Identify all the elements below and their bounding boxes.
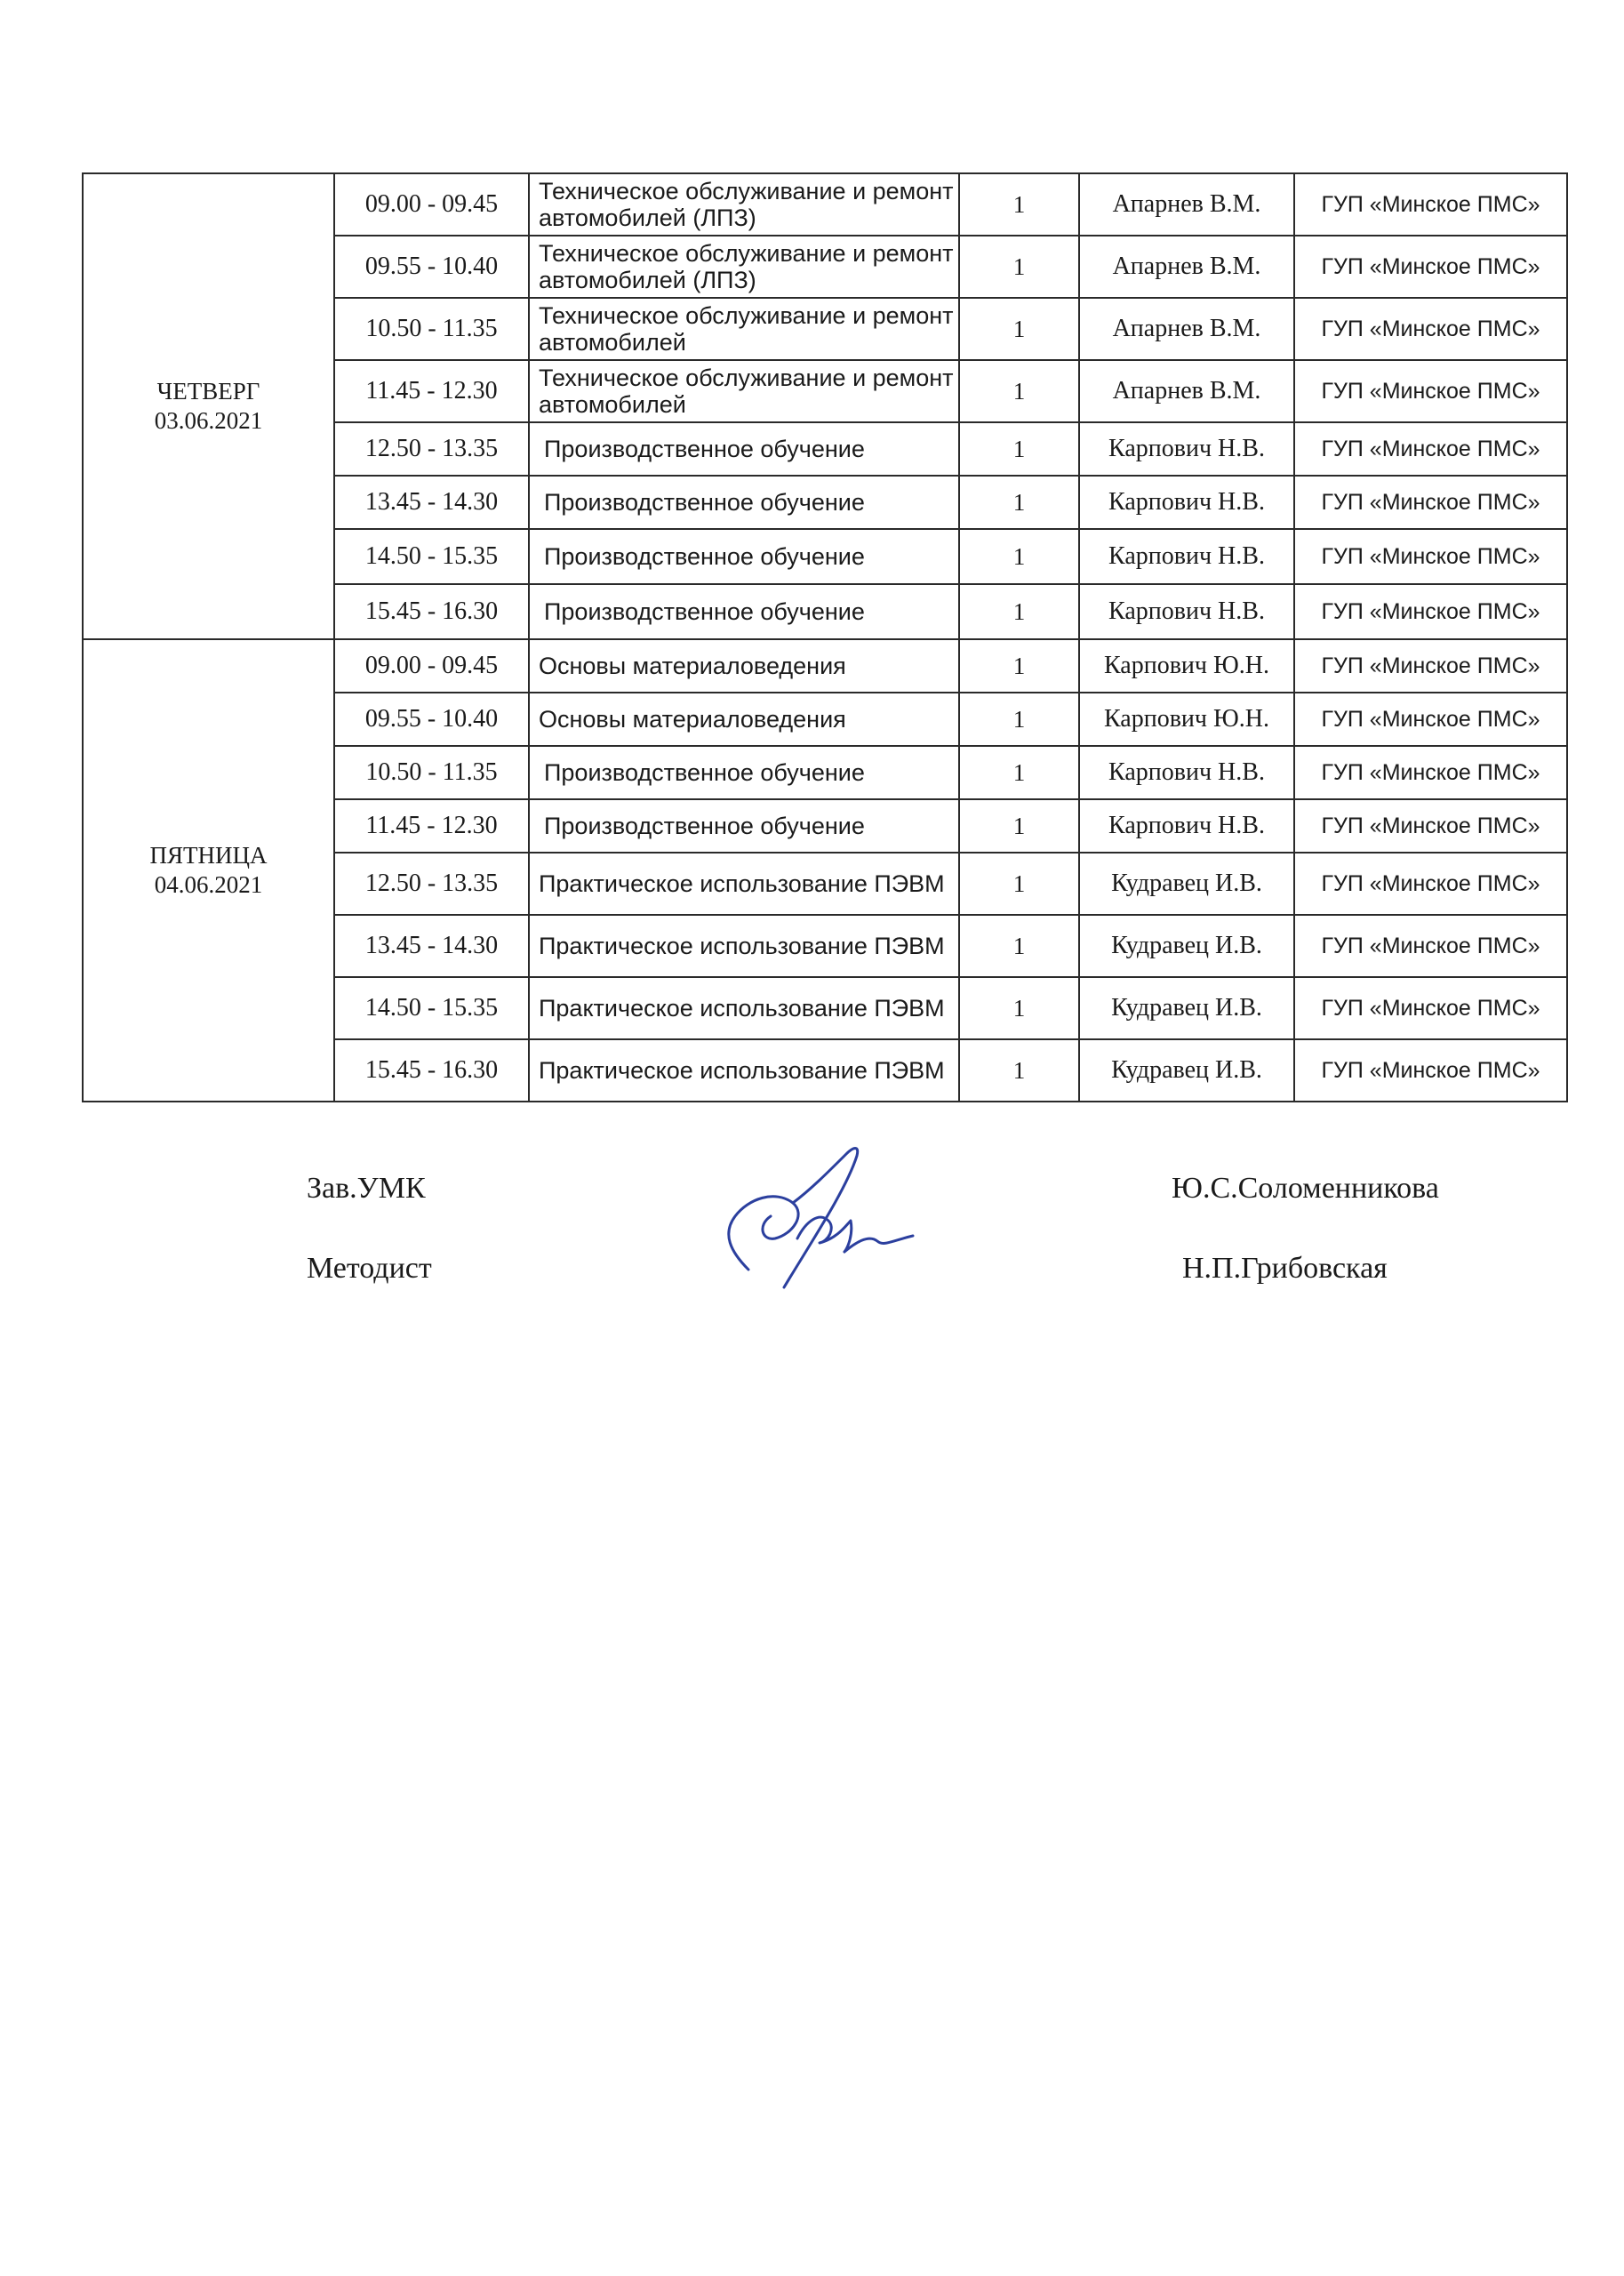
place-cell: ГУП «Минское ПМС»: [1294, 298, 1567, 360]
place-cell: ГУП «Минское ПМС»: [1294, 746, 1567, 799]
time-cell: 13.45 - 14.30: [334, 476, 529, 529]
subject-cell: Основы материаловедения: [529, 693, 959, 746]
day-name: ПЯТНИЦА: [149, 842, 268, 869]
teacher-cell: Карпович Ю.Н.: [1079, 693, 1294, 746]
teacher-cell: Карпович Н.В.: [1079, 584, 1294, 639]
time-cell: 12.50 - 13.35: [334, 422, 529, 476]
time-cell: 10.50 - 11.35: [334, 298, 529, 360]
teacher-cell: Карпович Н.В.: [1079, 746, 1294, 799]
time-cell: 11.45 - 12.30: [334, 799, 529, 853]
time-cell: 14.50 - 15.35: [334, 529, 529, 584]
hours-cell: 1: [959, 584, 1079, 639]
teacher-cell: Карпович Н.В.: [1079, 422, 1294, 476]
day-date: 04.06.2021: [154, 871, 263, 898]
table-row: [83, 639, 1567, 693]
hours-cell: 1: [959, 693, 1079, 746]
subject-cell: Практическое использование ПЭВМ: [529, 1039, 959, 1102]
place-cell: ГУП «Минское ПМС»: [1294, 360, 1567, 422]
hours-cell: 1: [959, 476, 1079, 529]
time-cell: 14.50 - 15.35: [334, 977, 529, 1039]
handwritten-signature: [695, 1136, 926, 1305]
hours-cell: 1: [959, 977, 1079, 1039]
subject-cell: Техническое обслуживание и ремонт автомобилей (ЛПЗ): [529, 173, 959, 236]
day-date: 03.06.2021: [154, 407, 263, 434]
head-title: Зав.УМК: [307, 1172, 426, 1205]
hours-cell: 1: [959, 422, 1079, 476]
hours-cell: 1: [959, 173, 1079, 236]
time-cell: 12.50 - 13.35: [334, 853, 529, 915]
hours-cell: 1: [959, 799, 1079, 853]
teacher-cell: Кудравец И.В.: [1079, 853, 1294, 915]
teacher-cell: Кудравец И.В.: [1079, 977, 1294, 1039]
subject-cell: Основы материаловедения: [529, 639, 959, 693]
hours-cell: 1: [959, 915, 1079, 977]
subject-cell: Практическое использование ПЭВМ: [529, 853, 959, 915]
teacher-cell: Апарнев В.М.: [1079, 173, 1294, 236]
place-cell: ГУП «Минское ПМС»: [1294, 422, 1567, 476]
schedule-body: [83, 173, 1567, 1102]
day-cell: [83, 173, 334, 639]
time-cell: 13.45 - 14.30: [334, 915, 529, 977]
hours-cell: 1: [959, 853, 1079, 915]
methodist-name: Н.П.Грибовская: [1182, 1252, 1388, 1285]
time-cell: 15.45 - 16.30: [334, 1039, 529, 1102]
teacher-cell: Карпович Н.В.: [1079, 529, 1294, 584]
place-cell: ГУП «Минское ПМС»: [1294, 693, 1567, 746]
hours-cell: 1: [959, 529, 1079, 584]
teacher-cell: Карпович Н.В.: [1079, 476, 1294, 529]
head-name: Ю.С.Соломенникова: [1172, 1172, 1439, 1205]
place-cell: ГУП «Минское ПМС»: [1294, 173, 1567, 236]
hours-cell: 1: [959, 360, 1079, 422]
time-cell: 09.00 - 09.45: [334, 639, 529, 693]
subject-cell: Производственное обучение: [529, 476, 959, 529]
table-row: [83, 173, 1567, 236]
teacher-cell: Апарнев В.М.: [1079, 298, 1294, 360]
teacher-cell: Карпович Н.В.: [1079, 799, 1294, 853]
subject-cell: Производственное обучение: [529, 529, 959, 584]
time-cell: 09.55 - 10.40: [334, 236, 529, 298]
teacher-cell: Апарнев В.М.: [1079, 360, 1294, 422]
hours-cell: 1: [959, 298, 1079, 360]
place-cell: ГУП «Минское ПМС»: [1294, 915, 1567, 977]
subject-cell: Производственное обучение: [529, 422, 959, 476]
schedule-table: [82, 172, 1568, 1102]
place-cell: ГУП «Минское ПМС»: [1294, 977, 1567, 1039]
place-cell: ГУП «Минское ПМС»: [1294, 236, 1567, 298]
hours-cell: 1: [959, 746, 1079, 799]
time-cell: 15.45 - 16.30: [334, 584, 529, 639]
hours-cell: 1: [959, 639, 1079, 693]
teacher-cell: Кудравец И.В.: [1079, 1039, 1294, 1102]
place-cell: ГУП «Минское ПМС»: [1294, 476, 1567, 529]
teacher-cell: Карпович Ю.Н.: [1079, 639, 1294, 693]
place-cell: ГУП «Минское ПМС»: [1294, 853, 1567, 915]
day-cell: [83, 639, 334, 1102]
subject-cell: Техническое обслуживание и ремонт автомобилей: [529, 298, 959, 360]
subject-cell: Техническое обслуживание и ремонт автомобилей: [529, 360, 959, 422]
subject-cell: Практическое использование ПЭВМ: [529, 915, 959, 977]
time-cell: 09.55 - 10.40: [334, 693, 529, 746]
subject-cell: Практическое использование ПЭВМ: [529, 977, 959, 1039]
time-cell: 10.50 - 11.35: [334, 746, 529, 799]
teacher-cell: Апарнев В.М.: [1079, 236, 1294, 298]
methodist-title: Методист: [307, 1252, 432, 1285]
hours-cell: 1: [959, 236, 1079, 298]
subject-cell: Производственное обучение: [529, 746, 959, 799]
teacher-cell: Кудравец И.В.: [1079, 915, 1294, 977]
subject-cell: Производственное обучение: [529, 799, 959, 853]
subject-cell: Техническое обслуживание и ремонт автомобилей (ЛПЗ): [529, 236, 959, 298]
hours-cell: 1: [959, 1039, 1079, 1102]
time-cell: 09.00 - 09.45: [334, 173, 529, 236]
place-cell: ГУП «Минское ПМС»: [1294, 639, 1567, 693]
subject-cell: Производственное обучение: [529, 584, 959, 639]
day-name: ЧЕТВЕРГ: [156, 378, 260, 405]
place-cell: ГУП «Минское ПМС»: [1294, 529, 1567, 584]
place-cell: ГУП «Минское ПМС»: [1294, 799, 1567, 853]
place-cell: ГУП «Минское ПМС»: [1294, 1039, 1567, 1102]
place-cell: ГУП «Минское ПМС»: [1294, 584, 1567, 639]
time-cell: 11.45 - 12.30: [334, 360, 529, 422]
